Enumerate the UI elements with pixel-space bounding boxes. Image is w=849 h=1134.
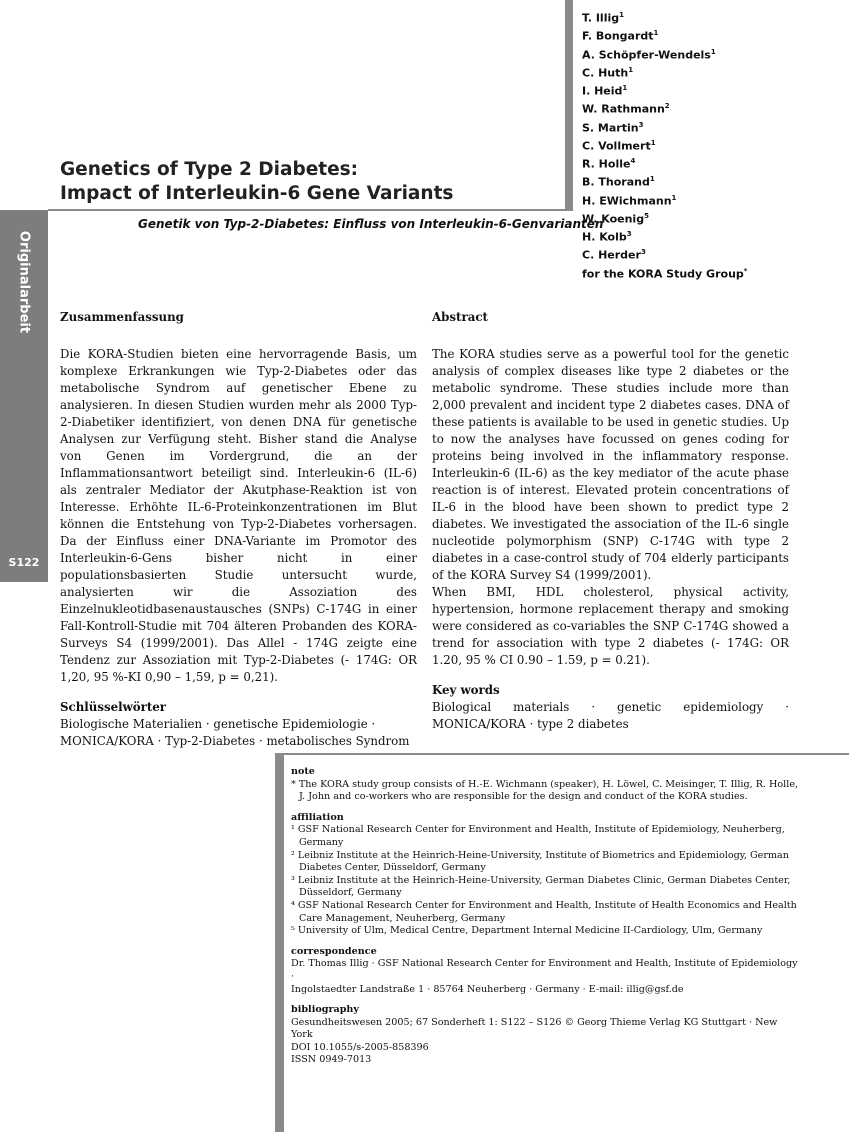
title-line-2: Impact of Interleukin-6 Gene Variants	[60, 183, 454, 204]
affiliation-item: ² Leibniz Institute at the Heinrich-Heine-University, Institute of Biometrics and Epidemiology, German Diabetes Center, Düsseldorf, Germany	[291, 849, 789, 874]
author-item	[582, 264, 747, 282]
author-affiliation-mark: 1	[653, 29, 659, 38]
article-title	[60, 158, 453, 206]
author-name: H. Kolb	[582, 230, 627, 244]
author-affiliation-mark: 1	[622, 84, 628, 92]
summary-body: Die KORA-Studien bieten eine hervorragende Basis, um komplexe Erkrankungen wie Typ-2-Diabetes oder das metabolische Syndrom auf genetischer Ebene zu analysieren. In diesen Studien wurden mehr als 2000 Typ-2-Diabetiker identifiziert, von denen DNA für genetische Analysen zur Verfügung steht. Bisher stand die Analyse von Genen im Vordergrund, die an der Inflammationsantwort beteiligt sind. Interleukin-6 (IL-6) als zentraler Mediator der Akutphase-Reaktion ist von Interesse. Erhöhte IL-6-Proteinkonzentrationen im Blut können die Entstehung von Typ-2-Diabetes vorhersagen. Da der Einfluss einer DNA-Variante im Promotor des Interleukin-6-Gens bisher nicht in einer populationsbasierten Studie untersucht wurde, analysierten wir die Assoziation des Einzelnukleotidbasenaustausches (SNPs) C-174G in einer Fall-Kontroll-Studie mit 704 älteren Probanden des KORA-Surveys S4 (1999/2001). Das Allel - 174G zeigte eine Tendenz zur Assoziation mit Typ-2-Diabetes (- 174G: OR 1,20, 95 %-KI 0,90 – 1,59, p = 0,21).	[60, 347, 417, 684]
author-name: R. Holle	[582, 157, 631, 171]
author-name: for the KORA Study Group	[582, 267, 744, 281]
author-affiliation-mark: 1	[649, 175, 655, 184]
author-name: W. Koenig	[582, 212, 645, 226]
author-affiliation-mark: 5	[644, 211, 649, 220]
affiliation-item: ⁴ GSF National Research Center for Environment and Health, Institute of Health Economics and Health Care Management, Neuherberg, Germany	[291, 899, 797, 924]
author-item	[582, 172, 747, 190]
author-affiliation-mark: 1	[619, 11, 624, 19]
author-name: C. Herder	[582, 248, 641, 262]
title-frame-vertical-rule	[565, 0, 573, 210]
author-name: T. Illig	[582, 11, 620, 25]
author-affiliation-mark: 3	[640, 248, 646, 257]
abstract-column	[432, 309, 789, 733]
info-box-content	[291, 766, 801, 1075]
author-item	[582, 45, 747, 63]
author-affiliation-mark: 1	[710, 47, 716, 56]
correspondence-section	[291, 946, 801, 996]
author-name: W. Rathmann	[582, 102, 665, 116]
author-item	[582, 136, 747, 154]
author-affiliation-mark: 1	[671, 193, 677, 202]
correspondence-line: Dr. Thomas Illig · GSF National Research Center for Environment and Health, Institute of Epidemiology ·	[291, 958, 798, 982]
bibliography-heading: bibliography	[291, 1004, 359, 1016]
title-frame-horizontal-rule	[48, 209, 573, 211]
note-heading: note	[291, 766, 315, 777]
author-affiliation-mark: *	[743, 266, 748, 275]
author-item	[582, 99, 747, 117]
author-item	[582, 8, 747, 26]
affiliation-item: ⁵ University of Ulm, Medical Centre, Department Internal Medicine II-Cardiology, Ulm, Germany	[291, 925, 763, 937]
abstract-heading: Abstract	[432, 310, 488, 324]
author-name: B. Thorand	[582, 175, 650, 189]
affiliation-list	[291, 824, 801, 937]
author-item	[582, 63, 747, 81]
author-affiliation-mark: 2	[664, 102, 670, 111]
author-affiliation-mark: 3	[638, 120, 644, 129]
author-name: F. Bongardt	[582, 29, 654, 43]
note-text: * The KORA study group consists of H.-E. Wichmann (speaker), H. Löwel, C. Meisinger, T. Illig, R. Holle, J. John and co-workers who are responsible for the design and conduct of the KORA studies.	[291, 778, 799, 803]
affiliation-item: ¹ GSF National Research Center for Environment and Health, Institute of Epidemiology, Neuherberg, Germany	[291, 824, 785, 848]
author-name: A. Schöpfer-Wendels	[582, 48, 711, 62]
keywords-heading-de: Schlüsselwörter	[60, 700, 167, 714]
german-subtitle: Genetik von Typ-2-Diabetes: Einfluss von Interleukin-6-Genvarianten	[138, 217, 604, 231]
keywords-body-en: Biological materials · genetic epidemiology · MONICA/KORA · type 2 diabetes	[432, 700, 789, 731]
author-item	[582, 245, 747, 263]
author-affiliation-mark: 1	[628, 65, 634, 74]
author-name: C. Vollmert	[582, 139, 651, 153]
info-box-rule	[275, 753, 284, 1132]
correspondence-heading: correspondence	[291, 945, 377, 957]
title-line-1: Genetics of Type 2 Diabetes:	[60, 159, 359, 180]
author-name: I. Heid	[582, 84, 623, 98]
bibliography-citation: Gesundheitswesen 2005; 67 Sonderheft 1: S122 – S126 © Georg Thieme Verlag KG Stuttgart · New York	[291, 1016, 778, 1041]
author-affiliation-mark: 4	[630, 157, 636, 165]
author-item	[582, 209, 747, 227]
author-name: H. EWichmann	[582, 194, 672, 208]
author-name: C. Huth	[582, 66, 629, 80]
page-number: S122	[8, 556, 40, 569]
german-summary-column	[60, 309, 417, 750]
summary-heading: Zusammenfassung	[60, 310, 184, 324]
abstract-body-1: The KORA studies serve as a powerful tool for the genetic analysis of complex diseases like type 2 diabetes or the metabolic syndrome. These studies include more than 2,000 prevalent and incident type 2 diabetes cases. DNA of these patients is available to be used in genetic studies. Up to now the analyses have focussed on genes coding for proteins being involved in the inflammatory response. Interleukin-6 (IL-6) as the key mediator of the acute phase reaction is of interest. Elevated protein concentrations of IL-6 in the blood have been shown to predict type 2 diabetes. We investigated the association of the IL-6 single nucleotide polymorphism (SNP) C-174G with type 2 diabetes in a case-control study of 704 elderly participants of the KORA Survey S4 (1999/2001).	[432, 347, 789, 582]
author-item	[582, 227, 747, 245]
author-item	[582, 191, 747, 209]
article-type-label: Originalarbeit	[16, 230, 32, 334]
author-item	[582, 154, 747, 172]
author-affiliation-mark: 3	[626, 230, 632, 238]
correspondence-line[interactable]: Ingolstaedter Landstraße 1 · 85764 Neuherberg · Germany · E-mail: illig@gsf.de	[291, 983, 684, 995]
bibliography-section	[291, 1004, 801, 1067]
affiliation-heading: affiliation	[291, 811, 344, 823]
note-section	[291, 766, 801, 804]
bibliography-doi: DOI 10.1055/s-2005-858396	[291, 1041, 429, 1053]
author-item	[582, 26, 747, 44]
affiliation-section	[291, 812, 801, 938]
bibliography-issn: ISSN 0949-7013	[291, 1054, 372, 1066]
affiliation-item: ³ Leibniz Institute at the Heinrich-Heine-University, German Diabetes Clinic, German Diabetes Center, Düsseldorf, Germany	[291, 874, 791, 899]
keywords-heading-en: Key words	[432, 683, 500, 697]
author-item	[582, 118, 747, 136]
keywords-body-de: Biologische Materialien · genetische Epidemiologie · MONICA/KORA · Typ-2-Diabetes · metabolisches Syndrom	[60, 717, 410, 748]
author-item	[582, 81, 747, 99]
author-name: S. Martin	[582, 121, 639, 135]
abstract-body-2: When BMI, HDL cholesterol, physical activity, hypertension, hormone replacement therapy and smoking were considered as co-variables the SNP C-174G showed a trend for association with type 2 diabetes (- 174G: OR 1.20, 95 % CI 0.90 – 1.59, p = 0.21).	[432, 585, 789, 667]
author-list	[582, 8, 747, 282]
author-affiliation-mark: 1	[650, 138, 656, 147]
